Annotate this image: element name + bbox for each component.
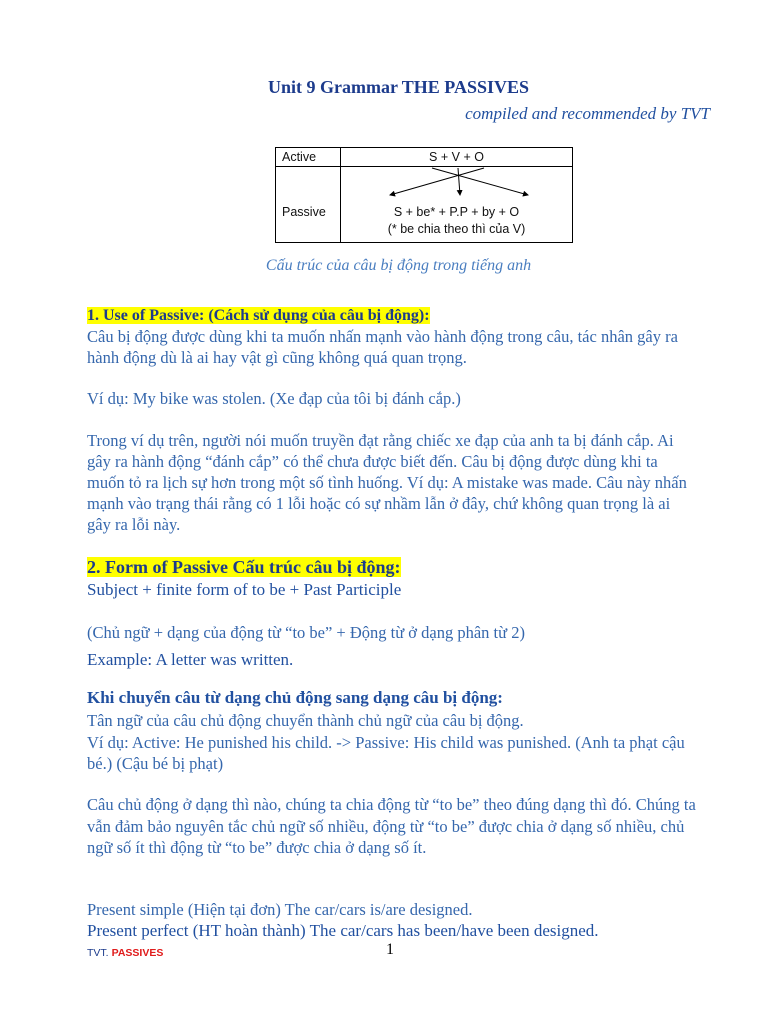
form-example-sentence: Example: A letter was written. — [87, 650, 294, 669]
diagram-passive-note: (* be chia theo thì của V) — [387, 222, 526, 236]
use-intro-line-2: hành động dù là ai hay vật gì cũng không quá quan trọng. — [87, 348, 467, 367]
conversion-rule: Tân ngữ của câu chủ động chuyển thành chủ ngữ của câu bị động. — [87, 711, 524, 730]
use-example-sentence: Ví dụ: My bike was stolen. (Xe đạp của tôi bị đánh cắp.) — [87, 389, 461, 408]
use-explanation-line-4: mạnh vào trạng thái rằng có 1 lỗi hoặc có sự nhầm lẫn ở đây, chứ không quan trọng là ai — [87, 494, 671, 513]
use-explanation-line-1: Trong ví dụ trên, người nói muốn truyền đạt rằng chiếc xe đạp của anh ta bị đánh cắp. Ai — [87, 431, 674, 450]
tense-example-present-simple: Present simple (Hiện tại đơn) The car/cars is/are designed. — [87, 900, 473, 919]
use-explanation-line-2: gây ra hành động “đánh cắp” có thể chưa được biết đến. Câu bị động được dùng khi ta — [87, 452, 658, 471]
verb-to-participle-arrow — [458, 168, 460, 195]
use-explanation-line-5: gây ra lỗi này. — [87, 515, 181, 534]
passive-formula-line: Subject + finite form of to be + Past Participle — [87, 580, 402, 599]
use-intro-line-1: Câu bị động được dùng khi ta muốn nhấn mạnh vào hành động trong câu, tác nhân gây ra — [87, 327, 678, 346]
object-to-subject-arrow — [390, 168, 484, 195]
document-byline: compiled and recommended by TVT — [465, 104, 710, 123]
diagram-caption: Cấu trúc của câu bị động trong tiếng anh — [265, 257, 532, 274]
section-heading-use-of-passive — [87, 305, 430, 326]
tense-example-present-perfect: Present perfect (HT hoàn thành) The car/cars has been/have been designed. — [87, 921, 599, 940]
footer-label: TVT. — [87, 947, 109, 959]
conversion-example-line-1: Ví dụ: Active: He punished his child. -> Passive: His child was punished. (Anh ta phạt cậu — [87, 733, 685, 752]
use-explanation-line-3: muốn tỏ ra lịch sự hơn trong một số tình huống. Ví dụ: A mistake was made. Câu này nhấn — [87, 473, 687, 492]
passive-formula-translation: (Chủ ngữ + dạng của động từ “to be” + Động từ ở dạng phân từ 2) — [87, 623, 525, 642]
diagram-active-formula: S + V + O — [429, 150, 484, 164]
passive-structure-diagram — [275, 147, 573, 243]
conversion-subheading: Khi chuyển câu từ dạng chủ động sang dạng câu bị động: — [87, 688, 503, 707]
diagram-transformation-arrows — [341, 167, 572, 199]
diagram-passive-label: Passive — [282, 205, 326, 219]
document-title: Unit 9 Grammar THE PASSIVES — [267, 77, 530, 97]
conversion-example-line-2: bé.) (Cậu bé bị phạt) — [87, 754, 224, 773]
tense-rule-line-1: Câu chủ động ở dạng thì nào, chúng ta chia động từ “to be” theo đúng dạng thì đó. Chúng ta — [87, 795, 696, 814]
section-heading-form-of-passive-text: 2. Form of Passive Cấu trúc câu bị động: — [87, 557, 401, 577]
tense-rule-line-2: vẫn đảm bảo nguyên tắc chủ ngữ số nhiều, động từ “to be” được chia ở dạng số nhiều, chủ — [87, 817, 685, 836]
diagram-passive-formula: S + be* + P.P + by + O — [393, 205, 520, 219]
section-heading-form-of-passive — [87, 557, 401, 578]
page-number: 1 — [386, 941, 394, 958]
tense-rule-line-3: ngữ số ít thì động từ “to be” được chia ở dạng số ít. — [87, 838, 427, 857]
subject-to-object-arrow — [432, 168, 528, 195]
diagram-active-label: Active — [282, 150, 317, 164]
footer-label-accent: PASSIVES — [111, 947, 164, 959]
page-footer — [87, 946, 163, 960]
section-heading-use-of-passive-text: 1. Use of Passive: (Cách sử dụng của câu bị động): — [87, 307, 430, 324]
